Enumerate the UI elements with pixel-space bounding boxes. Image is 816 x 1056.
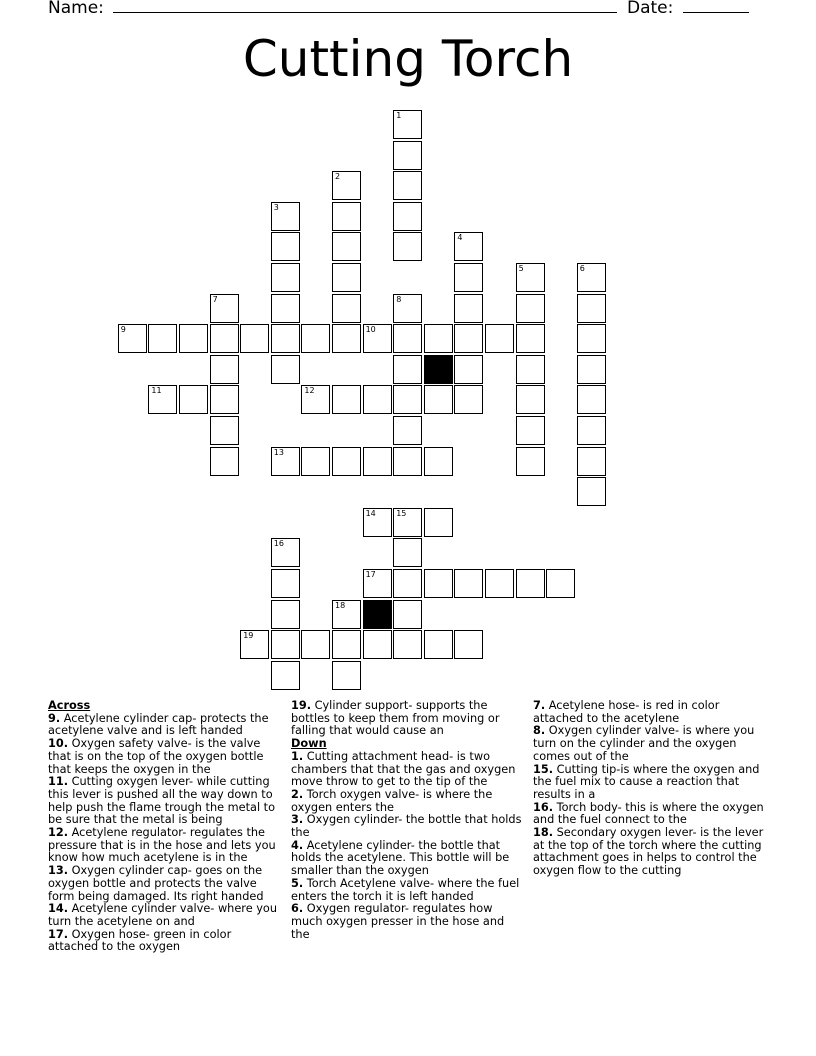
clue-item-number: 11. bbox=[48, 775, 69, 789]
grid-cell[interactable] bbox=[240, 324, 269, 353]
grid-cell[interactable] bbox=[332, 171, 361, 200]
grid-cell[interactable] bbox=[210, 294, 239, 323]
grid-cell[interactable] bbox=[516, 447, 545, 476]
clue-number: 5 bbox=[518, 264, 524, 273]
date-line[interactable] bbox=[683, 0, 749, 13]
grid-cell[interactable] bbox=[454, 263, 483, 292]
clue-item bbox=[291, 751, 523, 789]
grid-cell[interactable] bbox=[179, 324, 208, 353]
clue-item-text: Acetylene cylinder- the bottle that holds the acetylene. This bottle will be smaller than the oxygen bbox=[291, 838, 510, 878]
clue-item-number: 7. bbox=[533, 699, 546, 712]
clue-item-text: Oxygen hose- green in color attached to the oxygen bbox=[48, 927, 232, 954]
clue-item-text: Oxygen cylinder- the bottle that holds the bbox=[291, 813, 522, 840]
clue-number: 15 bbox=[396, 508, 407, 518]
clue-item-number: 16. bbox=[533, 800, 554, 814]
clue-number: 17 bbox=[365, 570, 376, 579]
clue-item bbox=[291, 789, 523, 814]
clue-item bbox=[291, 840, 523, 878]
grid-cell[interactable] bbox=[577, 263, 606, 292]
grid-cell[interactable] bbox=[118, 324, 147, 353]
grid-cell[interactable] bbox=[271, 202, 300, 231]
grid-cell[interactable] bbox=[454, 630, 483, 659]
clue-number: 11 bbox=[151, 386, 162, 396]
clue-item-number: 4. bbox=[291, 838, 304, 852]
clue-item-number: 6. bbox=[291, 902, 304, 916]
clue-item-number: 17. bbox=[48, 927, 69, 941]
grid-cell[interactable] bbox=[454, 385, 483, 414]
grid-cell[interactable] bbox=[424, 630, 453, 659]
grid-cell[interactable] bbox=[393, 141, 422, 170]
clue-number: 3 bbox=[273, 202, 279, 212]
grid-cell[interactable] bbox=[577, 355, 606, 384]
clue-number: 16 bbox=[273, 539, 284, 549]
grid-cell[interactable] bbox=[301, 447, 330, 476]
clue-heading: Down bbox=[291, 737, 327, 751]
grid-cell[interactable] bbox=[148, 324, 177, 353]
grid-cell[interactable] bbox=[363, 569, 392, 598]
clue-item-text: Torch oxygen valve- is where the oxygen enters the bbox=[291, 787, 493, 814]
clue-item-number: 10. bbox=[48, 737, 69, 751]
clue-item bbox=[533, 827, 765, 878]
grid-cell[interactable] bbox=[393, 355, 422, 384]
clue-item bbox=[48, 738, 280, 776]
grid-cell[interactable] bbox=[393, 630, 422, 659]
grid-cell[interactable] bbox=[271, 355, 300, 384]
grid-cell[interactable] bbox=[393, 508, 422, 537]
clue-number: 7 bbox=[212, 294, 218, 304]
grid-cell[interactable] bbox=[271, 661, 300, 690]
grid-cell[interactable] bbox=[210, 324, 239, 353]
grid-cell[interactable] bbox=[271, 263, 300, 292]
name-label: Name: bbox=[48, 0, 104, 18]
grid-cell[interactable] bbox=[393, 202, 422, 231]
grid-cell[interactable] bbox=[332, 385, 361, 414]
grid-cell[interactable] bbox=[332, 232, 361, 261]
grid-cell[interactable] bbox=[271, 630, 300, 659]
grid-cell[interactable] bbox=[271, 538, 300, 567]
clue-number: 12 bbox=[304, 386, 315, 396]
clue-number: 13 bbox=[273, 447, 284, 457]
clue-item bbox=[48, 903, 280, 928]
clue-item bbox=[48, 865, 280, 903]
grid-cell[interactable] bbox=[332, 202, 361, 231]
grid-cell[interactable] bbox=[454, 324, 483, 353]
clue-item-number: 9. bbox=[48, 711, 61, 725]
grid-cell[interactable] bbox=[271, 324, 300, 353]
clue-item-text: Oxygen cylinder cap- goes on the oxygen bottle and protects the valve form being damaged. Its right handed bbox=[48, 864, 264, 903]
grid-cell[interactable] bbox=[516, 355, 545, 384]
grid-cell[interactable] bbox=[454, 569, 483, 598]
grid-cell[interactable] bbox=[332, 294, 361, 323]
grid-cell[interactable] bbox=[240, 630, 269, 659]
clue-item bbox=[291, 903, 523, 941]
grid-cell[interactable] bbox=[332, 600, 361, 629]
clues-column-3 bbox=[533, 700, 765, 878]
grid-cell[interactable] bbox=[332, 447, 361, 476]
date-field bbox=[627, 0, 749, 18]
clue-item bbox=[48, 713, 280, 738]
clue-number: 6 bbox=[579, 264, 585, 273]
grid-cell[interactable] bbox=[363, 385, 392, 414]
grid-cell[interactable] bbox=[210, 355, 239, 384]
grid-cell[interactable] bbox=[424, 385, 453, 414]
clue-item-text: Oxygen cylinder valve- is where you turn on the cylinder and the oxygen comes out of the bbox=[533, 724, 755, 763]
grid-cell[interactable] bbox=[577, 294, 606, 323]
grid-cell[interactable] bbox=[363, 324, 392, 353]
grid-cell[interactable] bbox=[301, 385, 330, 414]
grid-cell[interactable] bbox=[301, 324, 330, 353]
clue-item-number: 15. bbox=[533, 762, 554, 776]
grid-cell[interactable] bbox=[424, 324, 453, 353]
clue-heading: Across bbox=[48, 699, 91, 712]
clue-item-number: 14. bbox=[48, 902, 69, 916]
grid-cell[interactable] bbox=[393, 232, 422, 261]
clue-item-number: 8. bbox=[533, 724, 546, 738]
clue-item bbox=[291, 878, 523, 903]
name-field bbox=[48, 0, 617, 18]
grid-cell[interactable] bbox=[332, 324, 361, 353]
date-label: Date: bbox=[627, 0, 674, 18]
clue-item-number: 12. bbox=[48, 826, 69, 840]
grid-cell[interactable] bbox=[301, 630, 330, 659]
clue-item bbox=[48, 776, 280, 827]
grid-cell[interactable] bbox=[179, 385, 208, 414]
grid-cell[interactable] bbox=[516, 294, 545, 323]
grid-cell[interactable] bbox=[393, 538, 422, 567]
clue-item-number: 3. bbox=[291, 813, 304, 827]
grid-cell[interactable] bbox=[393, 171, 422, 200]
grid-cell[interactable] bbox=[577, 416, 606, 445]
grid-cell[interactable] bbox=[148, 385, 177, 414]
clue-item-number: 19. bbox=[291, 699, 312, 712]
grid-cell[interactable] bbox=[393, 569, 422, 598]
grid-cell[interactable] bbox=[577, 385, 606, 414]
clue-item-text: Cutting oxygen lever- while cutting this lever is pushed all the way down to help push the flame trough the metal to be sure that the metal is being bbox=[48, 775, 276, 827]
grid-cell[interactable] bbox=[424, 447, 453, 476]
grid-cell[interactable] bbox=[516, 324, 545, 353]
grid-cell[interactable] bbox=[516, 569, 545, 598]
puzzle-title: Cutting Torch bbox=[242, 30, 574, 88]
grid-cell[interactable] bbox=[516, 263, 545, 292]
clue-item bbox=[533, 725, 765, 763]
grid-cell[interactable] bbox=[271, 294, 300, 323]
grid-cell[interactable] bbox=[393, 324, 422, 353]
clue-item-text: Torch body- this is where the oxygen and the fuel connect to the bbox=[533, 800, 764, 827]
grid-cell[interactable] bbox=[393, 110, 422, 139]
clue-item bbox=[48, 929, 280, 954]
clue-item-number: 18. bbox=[533, 826, 554, 840]
name-line[interactable] bbox=[113, 0, 617, 13]
grid-cell[interactable] bbox=[577, 477, 606, 506]
clue-item-text: Cutting tip-is where the oxygen and the fuel mix to cause a reaction that results in a bbox=[533, 762, 760, 801]
clue-number: 9 bbox=[120, 325, 126, 335]
clue-number: 19 bbox=[243, 631, 254, 641]
clues-column-2 bbox=[291, 700, 523, 941]
grid-cell[interactable] bbox=[332, 661, 361, 690]
clue-number: 14 bbox=[365, 508, 376, 518]
clue-item bbox=[533, 764, 765, 802]
clue-item-text: Acetylene hose- is red in color attached to the acetylene bbox=[533, 699, 720, 725]
black-cell bbox=[424, 355, 453, 384]
clue-item-text: Oxygen regulator- regulates how much oxygen presser in the hose and the bbox=[291, 902, 505, 941]
grid-cell[interactable] bbox=[393, 416, 422, 445]
grid-cell[interactable] bbox=[271, 232, 300, 261]
grid-cell[interactable] bbox=[271, 600, 300, 629]
grid-cell[interactable] bbox=[210, 385, 239, 414]
grid-cell[interactable] bbox=[577, 324, 606, 353]
clue-item-text: Cutting attachment head- is two chambers that that the gas and oxygen move throw to get to the tip of the bbox=[291, 749, 516, 789]
grid-cell[interactable] bbox=[210, 447, 239, 476]
grid-cell[interactable] bbox=[363, 447, 392, 476]
grid-cell[interactable] bbox=[393, 447, 422, 476]
grid-cell[interactable] bbox=[393, 294, 422, 323]
grid-cell[interactable] bbox=[393, 600, 422, 629]
grid-cell[interactable] bbox=[516, 385, 545, 414]
grid-cell[interactable] bbox=[424, 569, 453, 598]
black-cell bbox=[363, 600, 392, 629]
grid-cell[interactable] bbox=[485, 569, 514, 598]
clue-number: 8 bbox=[396, 294, 402, 304]
grid-cell[interactable] bbox=[332, 263, 361, 292]
clue-item-number: 2. bbox=[291, 787, 304, 801]
clue-item bbox=[533, 700, 765, 725]
clue-item-number: 13. bbox=[48, 864, 69, 878]
clue-item bbox=[48, 827, 280, 865]
grid-cell[interactable] bbox=[363, 630, 392, 659]
grid-cell[interactable] bbox=[271, 569, 300, 598]
clue-item bbox=[291, 814, 523, 839]
grid-cell[interactable] bbox=[577, 447, 606, 476]
grid-cell[interactable] bbox=[454, 355, 483, 384]
clue-item-text: Acetylene regulator- regulates the pressure that is in the hose and lets you know how much acetylene is in the bbox=[48, 826, 276, 865]
grid-cell[interactable] bbox=[454, 232, 483, 261]
grid-cell[interactable] bbox=[516, 416, 545, 445]
clue-number: 1 bbox=[396, 111, 402, 120]
clue-number: 2 bbox=[335, 172, 341, 182]
clue-item-number: 5. bbox=[291, 876, 304, 890]
clues-column-1 bbox=[48, 700, 280, 954]
grid-cell[interactable] bbox=[485, 324, 514, 353]
clue-number: 4 bbox=[457, 233, 463, 243]
clue-number: 10 bbox=[365, 325, 376, 335]
grid-cell[interactable] bbox=[424, 508, 453, 537]
grid-cell[interactable] bbox=[393, 385, 422, 414]
clue-number: 18 bbox=[335, 600, 346, 610]
grid-cell[interactable] bbox=[454, 294, 483, 323]
grid-cell[interactable] bbox=[332, 630, 361, 659]
clue-item bbox=[291, 700, 523, 738]
grid-cell[interactable] bbox=[271, 447, 300, 476]
grid-cell[interactable] bbox=[210, 416, 239, 445]
grid-cell[interactable] bbox=[546, 569, 575, 598]
clue-item-text: Torch Acetylene valve- where the fuel enters the torch it is left handed bbox=[291, 876, 520, 903]
grid-cell[interactable] bbox=[363, 508, 392, 537]
clue-item-text: Cylinder support- supports the bottles to keep them from moving or falling that would cause an bbox=[291, 699, 500, 738]
clue-item-text: Oxygen safety valve- is the valve that is on the top of the oxygen bottle that keeps the oxygen in the bbox=[48, 737, 264, 776]
clue-item-text: Acetylene cylinder cap- protects the acetylene valve and is left handed bbox=[48, 711, 269, 738]
clue-item bbox=[533, 802, 765, 827]
clue-item-text: Secondary oxygen lever- is the lever at the top of the torch where the cutting attachment goes in helps to control the oxygen flow to the cutting bbox=[533, 826, 764, 878]
clue-item-text: Acetylene cylinder valve- where you turn the acetylene on and bbox=[48, 902, 277, 928]
clue-item-number: 1. bbox=[291, 749, 304, 763]
